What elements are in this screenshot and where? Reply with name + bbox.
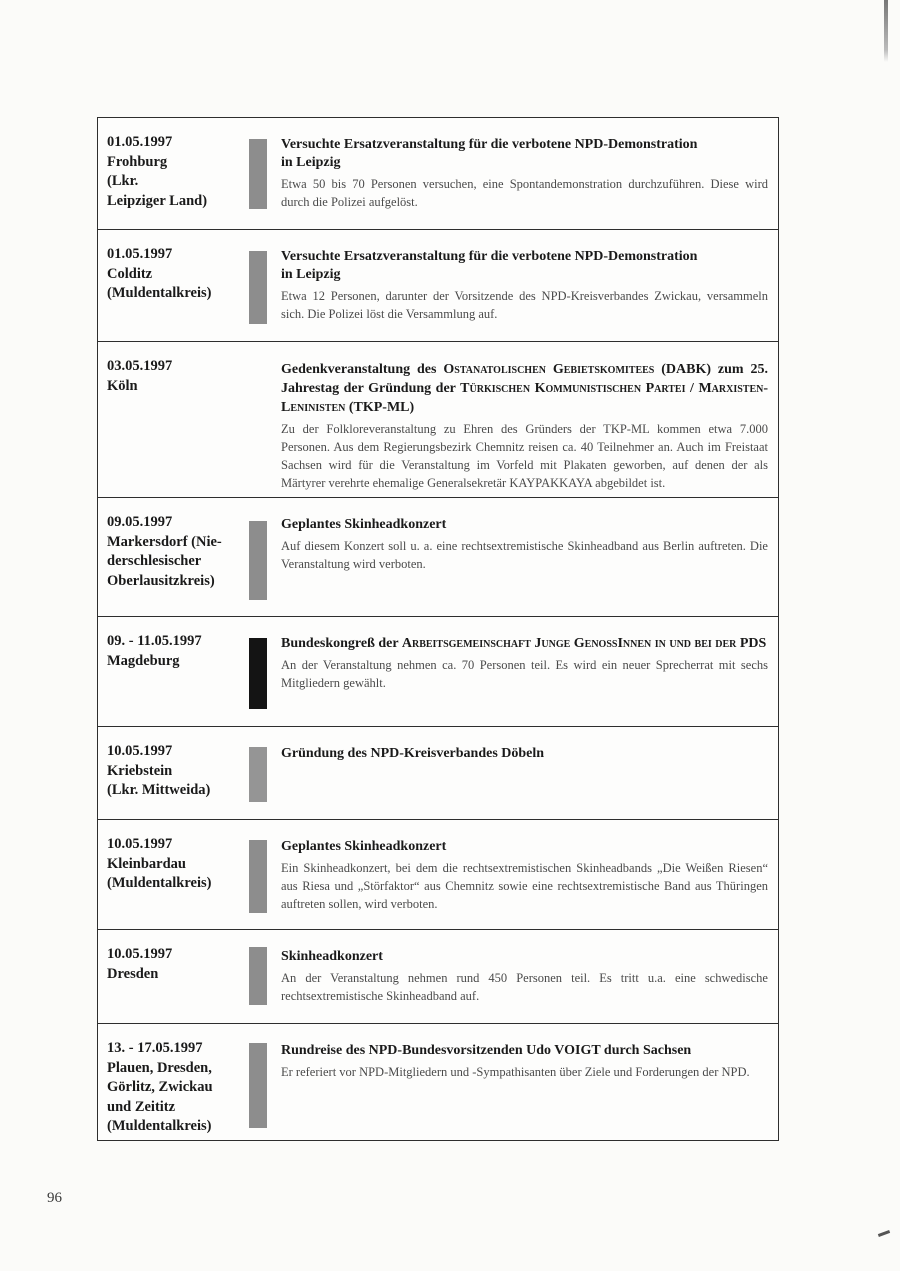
entry-date: 10.05.1997 xyxy=(107,836,173,852)
entry-title-part: (TKP-ML) xyxy=(345,400,415,415)
scan-artifact xyxy=(878,1230,890,1237)
entry-title-line: Versuchte Ersatzveranstaltung für die verbotene NPD-Demonstration xyxy=(281,249,698,264)
entry-date-place xyxy=(107,133,247,211)
entry-title-part: Ostanatolischen Gebietskomitees xyxy=(443,362,655,377)
entry-text: An der Veranstaltung nehmen rund 450 Personen teil. Es tritt u.a. eine schwedische rechtsextremistische Skinheadband auf. xyxy=(281,971,768,1003)
entry-content xyxy=(281,635,768,692)
entry-title xyxy=(281,248,768,284)
entry-date: 09. - 11.05.1997 xyxy=(107,633,202,649)
entry-text: Er referiert vor NPD-Mitgliedern und -Sympathisanten über Ziele und Forderungen der NPD. xyxy=(281,1065,750,1079)
entry-row xyxy=(98,616,778,726)
entry-title-line: Gründung des NPD-Kreisverbandes Döbeln xyxy=(281,746,545,761)
chronology-table xyxy=(97,117,779,1141)
entry-title-line: Skinheadkonzert xyxy=(281,949,383,964)
entry-date-place xyxy=(107,632,247,671)
entry-date: 01.05.1997 xyxy=(107,134,173,150)
entry-date-place xyxy=(107,742,247,801)
entry-place-line: Colditz xyxy=(107,265,153,282)
category-bar xyxy=(249,139,267,209)
entry-content xyxy=(281,838,768,913)
entry-title xyxy=(281,1042,768,1060)
entry-title-part: Arbeitsgemeinschaft Junge GenossInnen in und bei der xyxy=(401,636,737,651)
entry-date-place xyxy=(107,835,247,894)
entry-row xyxy=(98,118,778,229)
entry-place-line: Dresden xyxy=(107,965,159,982)
entry-title xyxy=(281,635,768,653)
entry-content xyxy=(281,1042,768,1081)
entry-place-line: (Lkr. Mittweida) xyxy=(107,782,211,798)
scan-artifact xyxy=(884,0,888,62)
category-bar xyxy=(249,638,267,709)
entry-date-place xyxy=(107,245,247,304)
entry-date-place xyxy=(107,945,247,984)
entry-title xyxy=(281,838,768,856)
entry-place-line: (Muldentalkreis) xyxy=(107,1118,212,1134)
category-bar xyxy=(249,840,267,913)
entry-date: 10.05.1997 xyxy=(107,946,173,962)
entry-place-line: Magdeburg xyxy=(107,652,180,669)
entry-place-line: (Muldentalkreis) xyxy=(107,875,212,891)
entry-title-part: (DABK) zum 25. Jahrestag der Gründung der xyxy=(281,362,768,396)
entry-row xyxy=(98,341,778,497)
entry-place-line: (Lkr. xyxy=(107,173,139,189)
entry-title xyxy=(281,136,768,172)
category-bar xyxy=(249,521,267,600)
entry-content xyxy=(281,516,768,573)
entry-date-place xyxy=(107,513,247,591)
entry-title-part: PDS xyxy=(736,636,767,651)
entry-place-line: Frohburg xyxy=(107,153,168,170)
page-number: 96 xyxy=(47,1190,62,1206)
entry-title-line: Geplantes Skinheadkonzert xyxy=(281,517,447,532)
entry-place-line: Görlitz, Zwickau xyxy=(107,1079,213,1095)
entry-place-line: und Zeititz xyxy=(107,1098,176,1115)
entry-date: 09.05.1997 xyxy=(107,514,173,530)
entry-text: An der Veranstaltung nehmen ca. 70 Personen teil. Es wird ein neuer Sprecherrat mit sechs Mitgliedern gewählt. xyxy=(281,658,768,690)
entry-row xyxy=(98,726,778,819)
entry-title xyxy=(281,745,768,763)
entry-place-line: (Muldentalkreis) xyxy=(107,285,212,301)
entry-row xyxy=(98,929,778,1023)
entry-date: 10.05.1997 xyxy=(107,743,173,759)
entry-title xyxy=(281,360,768,417)
entry-title-line: Rundreise des NPD-Bundesvorsitzenden Udo VOIGT durch Sachsen xyxy=(281,1043,692,1058)
entry-title-line: Geplantes Skinheadkonzert xyxy=(281,839,447,854)
entry-text: Auf diesem Konzert soll u. a. eine rechtsextremistische Skinheadband aus Berlin auftreten. Die Veranstaltung wird verboten. xyxy=(281,539,768,571)
entry-place-line: Kleinbardau xyxy=(107,855,186,872)
entry-text: Etwa 12 Personen, darunter der Vorsitzende des NPD-Kreisverbandes Zwickau, versammeln sich. Die Polizei löst die Versammlung auf. xyxy=(281,289,768,321)
entry-date: 03.05.1997 xyxy=(107,358,173,374)
entry-place-line: Kriebstein xyxy=(107,762,173,779)
entry-row xyxy=(98,497,778,616)
entry-title-line: in Leipzig xyxy=(281,267,341,282)
entry-text: Etwa 50 bis 70 Personen versuchen, eine Spontandemonstration durchzuführen. Diese wird durch die Polizei aufgelöst. xyxy=(281,177,768,209)
entry-row xyxy=(98,229,778,341)
entry-content xyxy=(281,745,768,763)
entry-content xyxy=(281,136,768,211)
entry-title-part: Bundeskongreß der xyxy=(281,636,402,651)
category-bar xyxy=(249,747,267,802)
entry-place-line: Köln xyxy=(107,377,138,394)
entry-place-line: derschlesischer xyxy=(107,553,202,569)
entry-row xyxy=(98,819,778,929)
entry-title xyxy=(281,948,768,966)
entry-content xyxy=(281,248,768,323)
category-bar xyxy=(249,947,267,1005)
entry-title-line: Versuchte Ersatzveranstaltung für die verbotene NPD-Demonstration xyxy=(281,137,698,152)
category-bar xyxy=(249,251,267,324)
entry-title xyxy=(281,516,768,534)
entry-title-part: Türkischen Kommunistischen Partei / Marxisten-Leninisten xyxy=(281,381,768,415)
entry-text: Ein Skinheadkonzert, bei dem die rechtsextremistischen Skinheadbands „Die Weißen Riesen“ aus Riesa und „Störfaktor“ aus Chemnitz sowie eine rechtsextremistische Band aus Thüringen auftreten sollen, wird verboten. xyxy=(281,861,768,911)
entry-title-line: in Leipzig xyxy=(281,155,341,170)
entry-place-line: Leipziger Land) xyxy=(107,192,208,209)
entry-date: 01.05.1997 xyxy=(107,246,173,262)
entry-row xyxy=(98,1023,778,1140)
entry-date-place xyxy=(107,1039,247,1137)
entry-date-place xyxy=(107,357,247,396)
entry-place-line: Markersdorf (Nie- xyxy=(107,533,222,550)
entry-place-line: Plauen, Dresden, xyxy=(107,1059,212,1076)
entry-date: 13. - 17.05.1997 xyxy=(107,1040,203,1056)
category-bar xyxy=(249,1043,267,1128)
entry-content xyxy=(281,360,768,492)
entry-text: Zu der Folkloreveranstaltung zu Ehren des Gründers der TKP-ML kommen etwa 7.000 Personen. Aus dem Regierungsbezirk Chemnitz reisen ca. 40 Teilnehmer an. Auch im Freistaat Sachsen wird für die Veranstaltung im Vorfeld mit Plakaten geworben, auf denen der als Märtyrer verehrte ehemalige Generalsekretär KAYPAKKAYA abgebildet ist. xyxy=(281,422,768,490)
entry-content xyxy=(281,948,768,1005)
entry-title-part: Gedenkveranstaltung des xyxy=(281,362,444,377)
entry-place-line: Oberlausitzkreis) xyxy=(107,572,215,589)
